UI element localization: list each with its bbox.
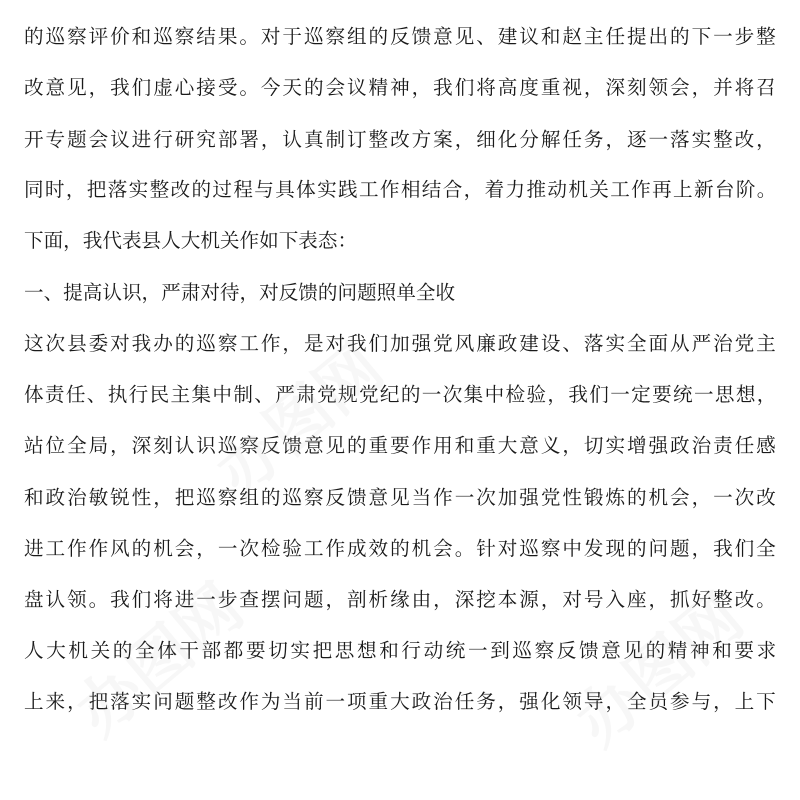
text-line: 站位全局，深刻认识巡察反馈意见的重要作用和重大意义，切实增强政治责任感	[24, 434, 778, 457]
text-line: 上来，把落实问题整改作为当前一项重大政治任务，强化领导，全员参与，上下	[24, 690, 778, 713]
text-line: 盘认领。我们将进一步查摆问题，剖析缘由，深挖本源，对号入座，抓好整改。	[24, 588, 778, 611]
watermark: 办图网	[202, 330, 398, 511]
text-line: 体责任、执行民主集中制、严肃党规党纪的一次集中检验，我们一定要统一思想，	[24, 383, 778, 406]
text-line: 改意见，我们虚心接受。今天的会议精神，我们将高度重视，深刻领会，并将召	[24, 76, 778, 99]
text-line: 这次县委对我办的巡察工作，是对我们加强党风廉政建设、落实全面从严治党主	[24, 332, 778, 355]
text-line: 进工作作风的机会，一次检验工作成效的机会。针对巡察中发现的问题，我们全	[24, 537, 778, 560]
text-line: 的巡察评价和巡察结果。对于巡察组的反馈意见、建议和赵主任提出的下一步整	[24, 25, 778, 48]
text-line: 开专题会议进行研究部署，认真制订整改方案，细化分解任务，逐一落实整改，	[24, 128, 778, 151]
text-line: 同时，把落实整改的过程与具体实践工作相结合，着力推动机关工作再上新台阶。	[24, 178, 778, 201]
text-line: 下面，我代表县人大机关作如下表态：	[24, 229, 358, 252]
text-line: 和政治敏锐性，把巡察组的巡察反馈意见当作一次加强党性锻炼的机会，一次改	[24, 486, 778, 509]
text-line: 人大机关的全体干部都要切实把思想和行动统一到巡察反馈意见的精神和要求	[24, 639, 779, 662]
section-heading: 一、提高认识，严肃对待，对反馈的问题照单全收	[24, 281, 456, 304]
watermark: 办图网	[62, 570, 258, 751]
watermark: 办图网	[562, 580, 758, 761]
